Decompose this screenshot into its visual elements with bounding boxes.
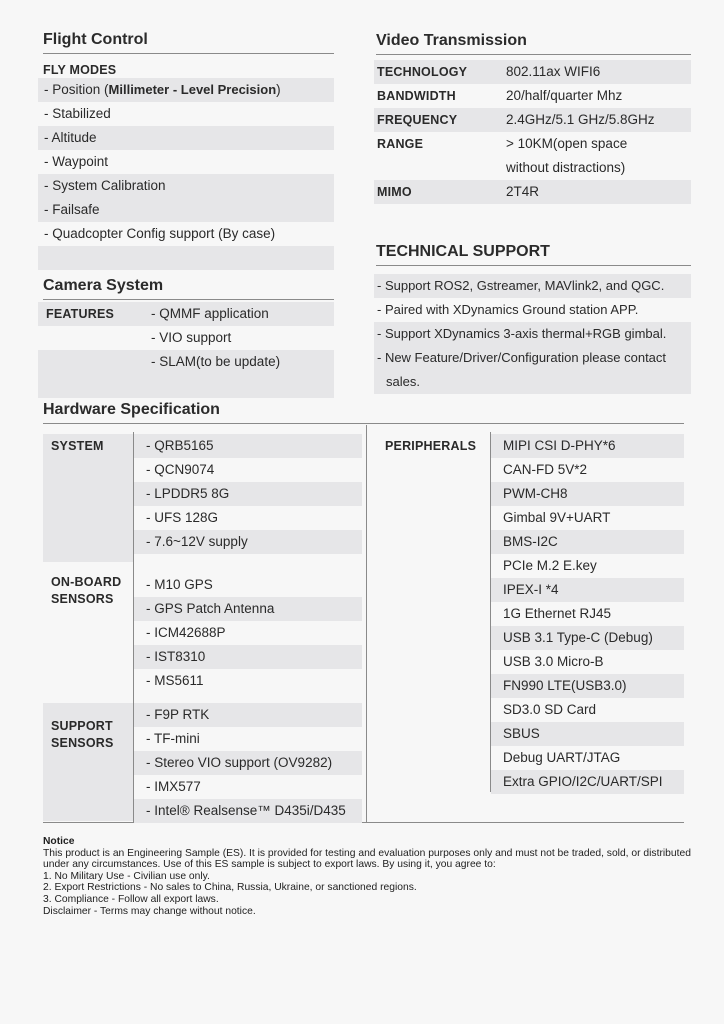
peripheral-item: FN990 LTE(USB3.0) [503,678,627,693]
features-label: FEATURES [46,307,115,321]
vt-label: RANGE [377,137,424,151]
peripheral-item: PWM-CH8 [503,486,568,501]
system-item: - QCN9074 [146,462,215,477]
peripheral-item: 1G Ethernet RJ45 [503,606,612,621]
notice-text: 3. Compliance - Follow all export laws. [43,893,219,905]
onboard-label: SENSORS [51,592,114,606]
peripheral-item: USB 3.1 Type-C (Debug) [503,630,653,645]
vt-label: TECHNOLOGY [377,65,468,79]
fly-mode-item: - Stabilized [44,106,111,121]
support-sensors-label: SUPPORT [51,719,113,733]
peripheral-item: Debug UART/JTAG [503,750,621,765]
support-sensor-item: - Stereo VIO support (OV9282) [146,755,333,770]
peripheral-item: Gimbal 9V+UART [503,510,611,525]
notice-text: 1. No Military Use - Civilian use only. [43,870,210,882]
support-item: - New Feature/Driver/Configuration please contact [377,350,667,365]
fly-mode-item: - Waypoint [44,154,109,169]
onboard-item: - M10 GPS [146,577,213,592]
peripheral-item: CAN-FD 5V*2 [503,462,588,477]
feature-item: - VIO support [151,330,232,345]
system-label: SYSTEM [51,439,104,453]
fly-mode-position: - Position (Millimeter - Level Precision) [44,82,281,97]
support-item: - Paired with XDynamics Ground station APP. [377,302,639,317]
onboard-item: - GPS Patch Antenna [146,601,275,616]
support-sensors-label: SENSORS [51,736,114,750]
vt-value: 20/half/quarter Mhz [506,88,623,103]
peripherals-label: PERIPHERALS [385,439,477,453]
peripheral-item: USB 3.0 Micro-B [503,654,604,669]
peripheral-item: Extra GPIO/I2C/UART/SPI [503,774,663,789]
notice-block [43,836,693,917]
peripheral-item: SD3.0 SD Card [503,702,597,717]
support-sensor-item: - F9P RTK [146,707,210,722]
vt-value: 802.11ax WIFI6 [506,64,601,79]
feature-item: - QMMF application [151,306,269,321]
support-sensor-item: - Intel® Realsense™ D435i/D435 [146,803,346,818]
onboard-item: - ICM42688P [146,625,226,640]
notice-title: Notice [43,836,75,847]
peripheral-item: BMS-I2C [503,534,558,549]
support-item: - Support XDynamics 3-axis thermal+RGB gimbal. [377,326,667,341]
hardware-spec-title: Hardware Specification [43,400,684,424]
vt-value-cont: without distractions) [506,160,626,175]
fly-mode-item: - Failsafe [44,202,100,217]
vt-label: MIMO [377,185,412,199]
camera-system-title: Camera System [43,276,334,300]
vt-label: FREQUENCY [377,113,458,127]
support-item: - Support ROS2, Gstreamer, MAVlink2, and QGC. [377,278,665,293]
peripheral-item: PCIe M.2 E.key [503,558,597,573]
feature-item: - SLAM(to be update) [151,354,281,369]
vt-value: > 10KM(open space [506,136,628,151]
system-item: - 7.6~12V supply [146,534,248,549]
fly-mode-item: - System Calibration [44,178,166,193]
vt-value: 2.4GHz/5.1 GHz/5.8GHz [506,112,655,127]
vt-label: BANDWIDTH [377,89,456,103]
onboard-item: - IST8310 [146,649,206,664]
video-transmission-title: Video Transmission [376,31,691,55]
peripheral-item: MIPI CSI D-PHY*6 [503,438,616,453]
fly-modes-label: FLY MODES [43,63,117,77]
system-item: - QRB5165 [146,438,214,453]
fly-mode-item: - Altitude [44,130,97,145]
vt-value: 2T4R [506,184,540,199]
notice-text: This product is an Engineering Sample (ES). It is provided for testing and evaluation purposes only and must not be traded, sold, or distributed under any circumstances. Use of this ES sample is subject to export laws. By using it, you agree to: [43,847,691,871]
support-sensor-item: - TF-mini [146,731,200,746]
onboard-label: ON-BOARD [51,575,122,589]
peripheral-item: IPEX-I *4 [503,582,559,597]
system-item: - UFS 128G [146,510,219,525]
onboard-item: - MS5611 [146,673,204,688]
support-sensor-item: - IMX577 [146,779,201,794]
system-item: - LPDDR5 8G [146,486,230,501]
notice-text: 2. Export Restrictions - No sales to China, Russia, Ukraine, or sanctioned regions. [43,882,417,894]
support-item: sales. [386,374,420,389]
peripheral-item: SBUS [503,726,540,741]
flight-control-title: Flight Control [43,30,334,54]
technical-support-title: TECHNICAL SUPPORT [376,242,691,266]
notice-text: Disclaimer - Terms may change without notice. [43,905,256,917]
fly-mode-item: - Quadcopter Config support (By case) [44,226,276,241]
